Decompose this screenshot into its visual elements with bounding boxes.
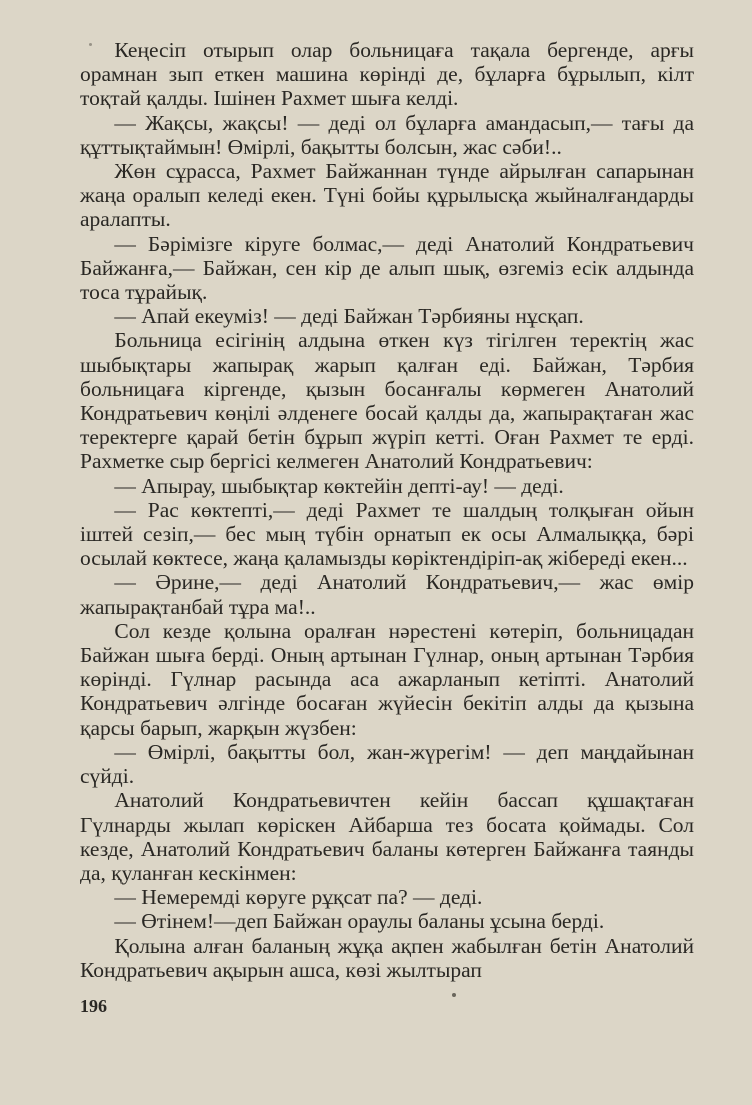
paragraph: — Апай екеуміз! — деді Байжан Тәрбияны нұсқап. [114,304,584,329]
body-text [80,38,694,982]
paragraph: — Өтінем!—деп Байжан ораулы баланы ұсына берді. [114,909,605,934]
paragraph: — Жақсы, жақсы! — деді ол бұларға амандасып,— тағы да құттықтаймын! Өмірлі, бақытты болсын, жас сәби!.. [80,110,694,159]
paragraph: — Өмірлі, бақытты бол, жан-жүрегім! — деп маңдайынан сүйді. [80,739,694,789]
paragraph: Кеңесіп отырып олар больницаға тақала бергенде, арғы орамнан зып еткен машина көрінді де, бұларға бұрылып, кілт тоқтай қалды. Ішінен Рахмет шыға келді. [80,38,694,111]
paragraph: — Әрине,— деді Анатолий Кондратьевич,— жас өмір жапырақтанбай тұра ма!.. [80,570,694,619]
paragraph: Анатолий Кондратьевичтен кейін бассап құшақтаған Гүлнарды жылап көріскен Айбарша тез босата қоймады. Сол кезде, Анатолий Кондратьевич баланы көтерген Байжанға таянды да, қуланған кескінмен: [80,788,694,885]
paragraph: Больница есігінің алдына өткен күз тігілген теректің жас шыбықтары жапырақ жарып қалған еді. Байжан, Тәрбия больницаға кіргенде, қызын босанғалы көрмеген Анатолий Кондратьевич көңілі әлденеге босай қалды да, жапырақтаған жас теректерге қарай бетін бұрып жүріп кетті. Оған Рахмет те ерді. Рахметке сыр бергісі келмеген Анатолий Кондратьевич: [80,328,694,474]
paragraph: — Немеремді көруге рұқсат па? — деді. [114,885,483,910]
paragraph: Сол кезде қолына оралған нәрестені көтеріп, больницадан Байжан шыға берді. Оның артынан Гүлнар, оның артынан Тәрбия көрінді. Гүлнар расында аса ажарланып кетіпті. Анатолий Кондратьевич әлгінде босаған жүйесін бекітіп алды да қызына қарсы барып, жарқын жүзбен: [80,618,694,740]
page-number: 196 [80,996,107,1016]
paragraph: Жөн сұрасса, Рахмет Байжаннан түнде айрылған сапарынан жаңа оралып келеді екен. Түні бойы құрылысқа жыйналғандарды аралапты. [80,159,694,232]
paragraph: Қолына алған баланың жұқа ақпен жабылған бетін Анатолий Кондратьевич ақырын ашса, көзі жылтырап [80,933,694,982]
ink-speck [452,993,456,997]
paragraph: — Рас көктепті,— деді Рахмет те шалдың толқыған ойын іштей сезіп,— бес мың түбін орнатып ек осы Алмалыққа, бәрі осылай көктесе, жаңа қаламызды көріктендіріп-ақ жібереді екен... [80,497,694,571]
paragraph: — Бәрімізге кіруге болмас,— деді Анатолий Кондратьевич Байжанға,— Байжан, сен кір де алып шық, өзгеміз есік алдында тоса тұрайық. [80,231,694,305]
paragraph: — Апырау, шыбықтар көктейін депті-ау! — деді. [114,473,564,498]
